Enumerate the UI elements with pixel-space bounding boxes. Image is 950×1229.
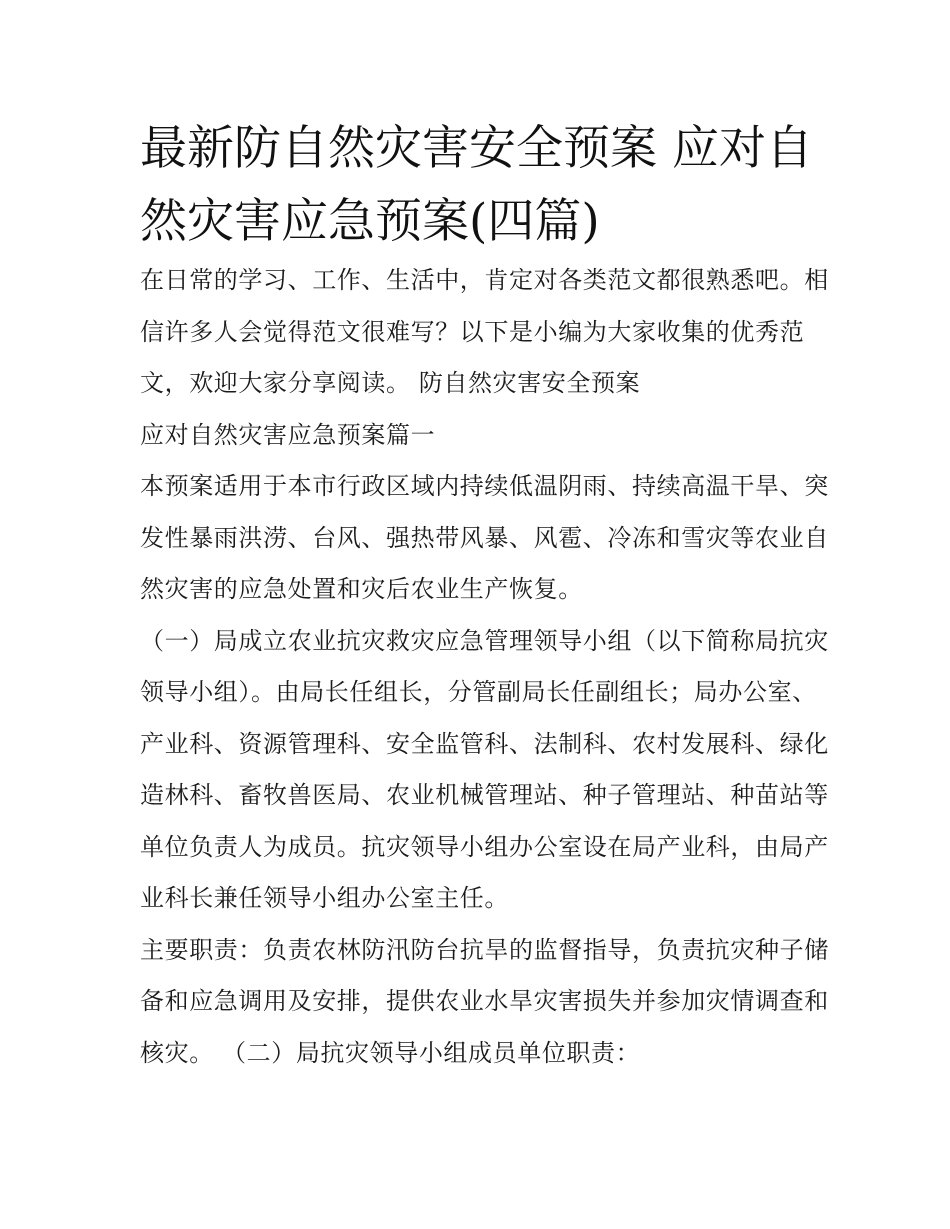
duties-paragraph: 主要职责：负责农林防汛防台抗旱的监督指导，负责抗灾种子储备和应急调用及安排，提供农业水旱灾害损失并参加灾情调查和核灾。 （二）局抗灾领导小组成员单位职责： (140, 935, 829, 1067)
section-heading: 应对自然灾害应急预案篇一 (140, 420, 436, 449)
document-body (140, 255, 830, 1079)
document-title: 最新防自然灾害安全预案 应对自然灾害应急预案(四篇) (140, 121, 813, 249)
scope-paragraph: 本预案适用于本市行政区域内持续低温阴雨、持续高温干旱、突发性暴雨洪涝、台风、强热带风暴、风雹、冷冻和雪灾等农业自然灾害的应急处置和灾后农业生产恢复。 (140, 472, 829, 603)
intro-paragraph: 在日常的学习、工作、生活中，肯定对各类范文都很熟悉吧。相信许多人会觉得范文很难写？以下是小编为大家收集的优秀范文，欢迎大家分享阅读。 防自然灾害安全预案 (140, 266, 829, 397)
organization-paragraph: （一）局成立农业抗灾救灾应急管理领导小组（以下简称局抗灾领导小组）。由局长任组长，分管副局长任副组长；局办公室、产业科、资源管理科、安全监管科、法制科、农村发展科、绿化造林科、畜牧兽医局、农业机械管理站、种子管理站、种苗站等单位负责人为成员。抗灾领导小组办公室设在局产业科，由局产业科长兼任领导小组办公室主任。 (140, 626, 829, 912)
